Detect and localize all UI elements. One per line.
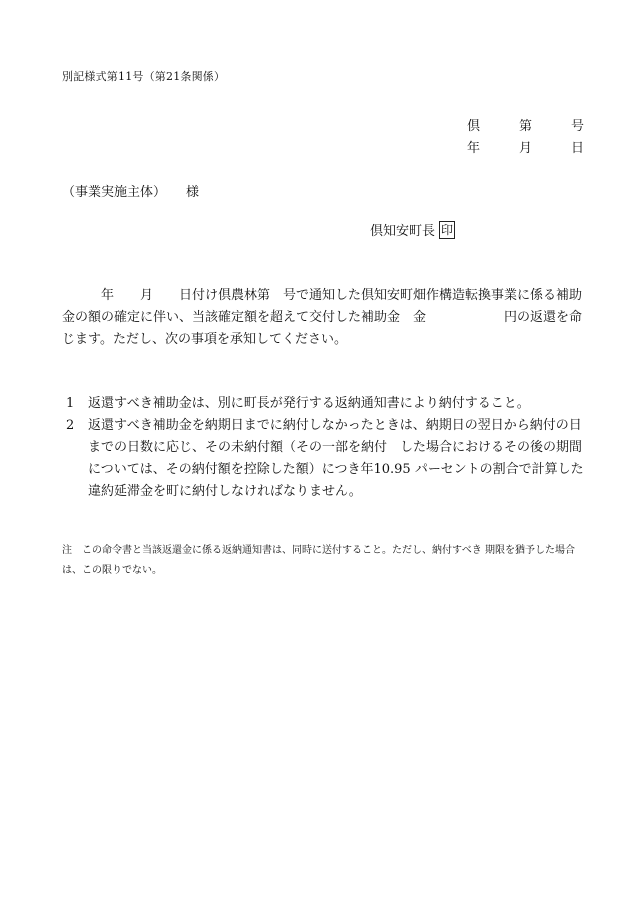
reference-date [467,137,584,156]
form-identifier: 別記様式第11号（第21条関係） [62,70,226,83]
date-year: 年 [467,141,481,156]
order-body: 年 月 日付け倶農林第 号で通知した倶知安町畑作構造転換事業に係る補助金の額の確定に伴い、当該確定額を超えて交付した補助金 金 円の返還を命じます。ただし、次の事項を承知してください。 [62,288,583,347]
item-number: 2 [66,418,75,433]
note-text: この命令書と当該返還金に係る返納通知書は、同時に送付すること。ただし、納付すべき 期限を猶予した場合は、この限りでない。 [62,545,575,576]
reference-prefix: 倶 [467,119,481,134]
date-month: 月 [518,141,532,156]
list-item [62,415,588,503]
seal-stamp: 印 [441,222,454,237]
date-day: 日 [570,141,584,156]
issuer [370,220,455,239]
item-number: 1 [66,396,75,411]
reference-dai: 第 [518,119,532,134]
footnote [62,541,590,581]
note-label: 注 [62,545,72,556]
reference-number [467,115,584,134]
conditions-list [62,393,588,503]
item-text: 返還すべき補助金を納期日までに納付しなかったときは、納期日の翌日から納付の日までの日数に応じ、その未納付額（その一部を納付 した場合におけるその後の期間については、その納付額を控除した額）につき年10.95 パーセントの割合で計算した違約延滞金を町に納付しなければなりません。 [88,418,584,499]
addressee [62,181,199,200]
issuer-name: 倶知安町長 [370,224,436,239]
addressee-name: （事業実施主体） [62,185,167,200]
reference-go: 号 [570,119,584,134]
list-item [62,393,588,415]
item-text: 返還すべき補助金は、別に町長が発行する返納通知書により納付すること。 [88,396,530,411]
addressee-honorific: 様 [186,185,200,200]
